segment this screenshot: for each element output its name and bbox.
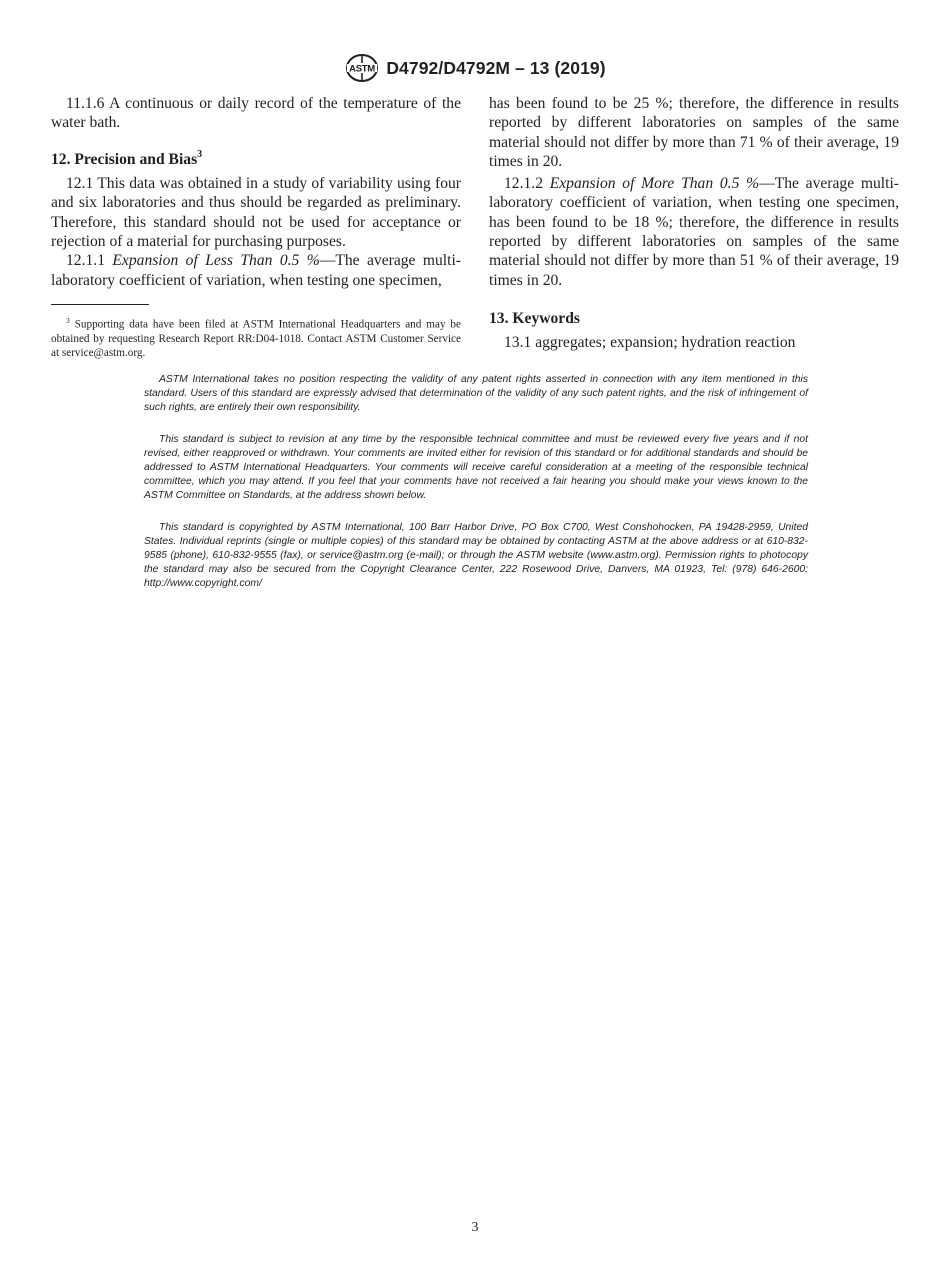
paragraph-11-1-6: 11.1.6 A continuous or daily record of the temperature of the water bath. <box>51 95 461 132</box>
section-12-heading: 12. Precision and Bias$^3$ <box>51 148 203 168</box>
footnote-reference: 3 <box>197 148 203 160</box>
paragraph-12-1: 12.1 This data was obtained in a study of variability using four and six laboratories and thus should be regarded as preliminary. Therefore, this standard should not be used for acceptance or rejection of a material for purchasing purposes. <box>51 175 461 250</box>
page-header <box>0 52 950 84</box>
revision-notice: This standard is subject to revision at any time by the responsible technical committee and must be reviewed every five years and if not revised, either reapproved or withdrawn. Your comments are invited either for revision of this standard or for additional standards and should be addressed to ASTM International Headquarters. Your comments will receive careful consideration at a meeting of the responsible technical committee, which you may attend. If you feel that your comments have not received a fair hearing you should make your views known to the ASTM Committee on Standards, at the address shown below. <box>144 434 808 501</box>
paragraph-12-1-1-continued: has been found to be 25 %; therefore, the difference in results reported by different laboratories on samples of the same material should not differ by more than 71 % of their average, 19 times in 20. <box>489 95 899 170</box>
footnote-separator <box>51 304 149 305</box>
svg-text:ASTM: ASTM <box>349 63 376 75</box>
copyright-notice: This standard is copyrighted by ASTM International, 100 Barr Harbor Drive, PO Box C700, West Conshohocken, PA 19428-2959, United States. Individual reprints (single or multiple copies) of this standard may be obtained by contacting ASTM at the above address or at 610-832-9585 (phone), 610-832-9555 (fax), or service@astm.org (e-mail); or through the ASTM website (www.astm.org). Permission rights to photocopy the standard may also be secured from the Copyright Clearance Center, 222 Rosewood Drive, Danvers, MA 01923, Tel: (978) 646-2600; http://www.copyright.com/ <box>144 522 808 589</box>
paragraph-12-1-2: 12.1.2 Expansion of More Than 0.5 %—The average multi-laboratory coefficient of variation, when testing one specimen, has been found to be 18 %; therefore, the difference in results reported by different laboratories on samples of the same material should not differ by more than 51 % of their average, 19 times in 20. <box>489 175 899 289</box>
paragraph-13-1: 13.1 aggregates; expansion; hydration reaction <box>504 334 796 352</box>
right-column <box>489 94 899 353</box>
footnote-3: $^3$ Supporting data have been filed at ASTM International Headquarters and may be obtained by requesting Research Report RR:D04-1018. Contact ASTM Customer Service at service@astm.org. <box>51 315 461 360</box>
patent-notice: ASTM International takes no position respecting the validity of any patent rights asserted in connection with any item mentioned in this standard. Users of this standard are expressly advised that determination of the validity of any such patent rights, and the risk of infringement of such rights, are entirely their own responsibility. <box>144 374 808 413</box>
section-13-heading: 13. Keywords <box>489 309 580 327</box>
astm-logo-icon <box>344 53 380 83</box>
document-designation: D4792/D4792M – 13 (2019) <box>386 57 606 78</box>
paragraph-12-1-1: 12.1.1 Expansion of Less Than 0.5 %—The average multi-laboratory coefficient of variation, when testing one specimen, <box>51 252 461 289</box>
page-number: 3 <box>471 1220 479 1235</box>
left-column <box>51 94 461 361</box>
